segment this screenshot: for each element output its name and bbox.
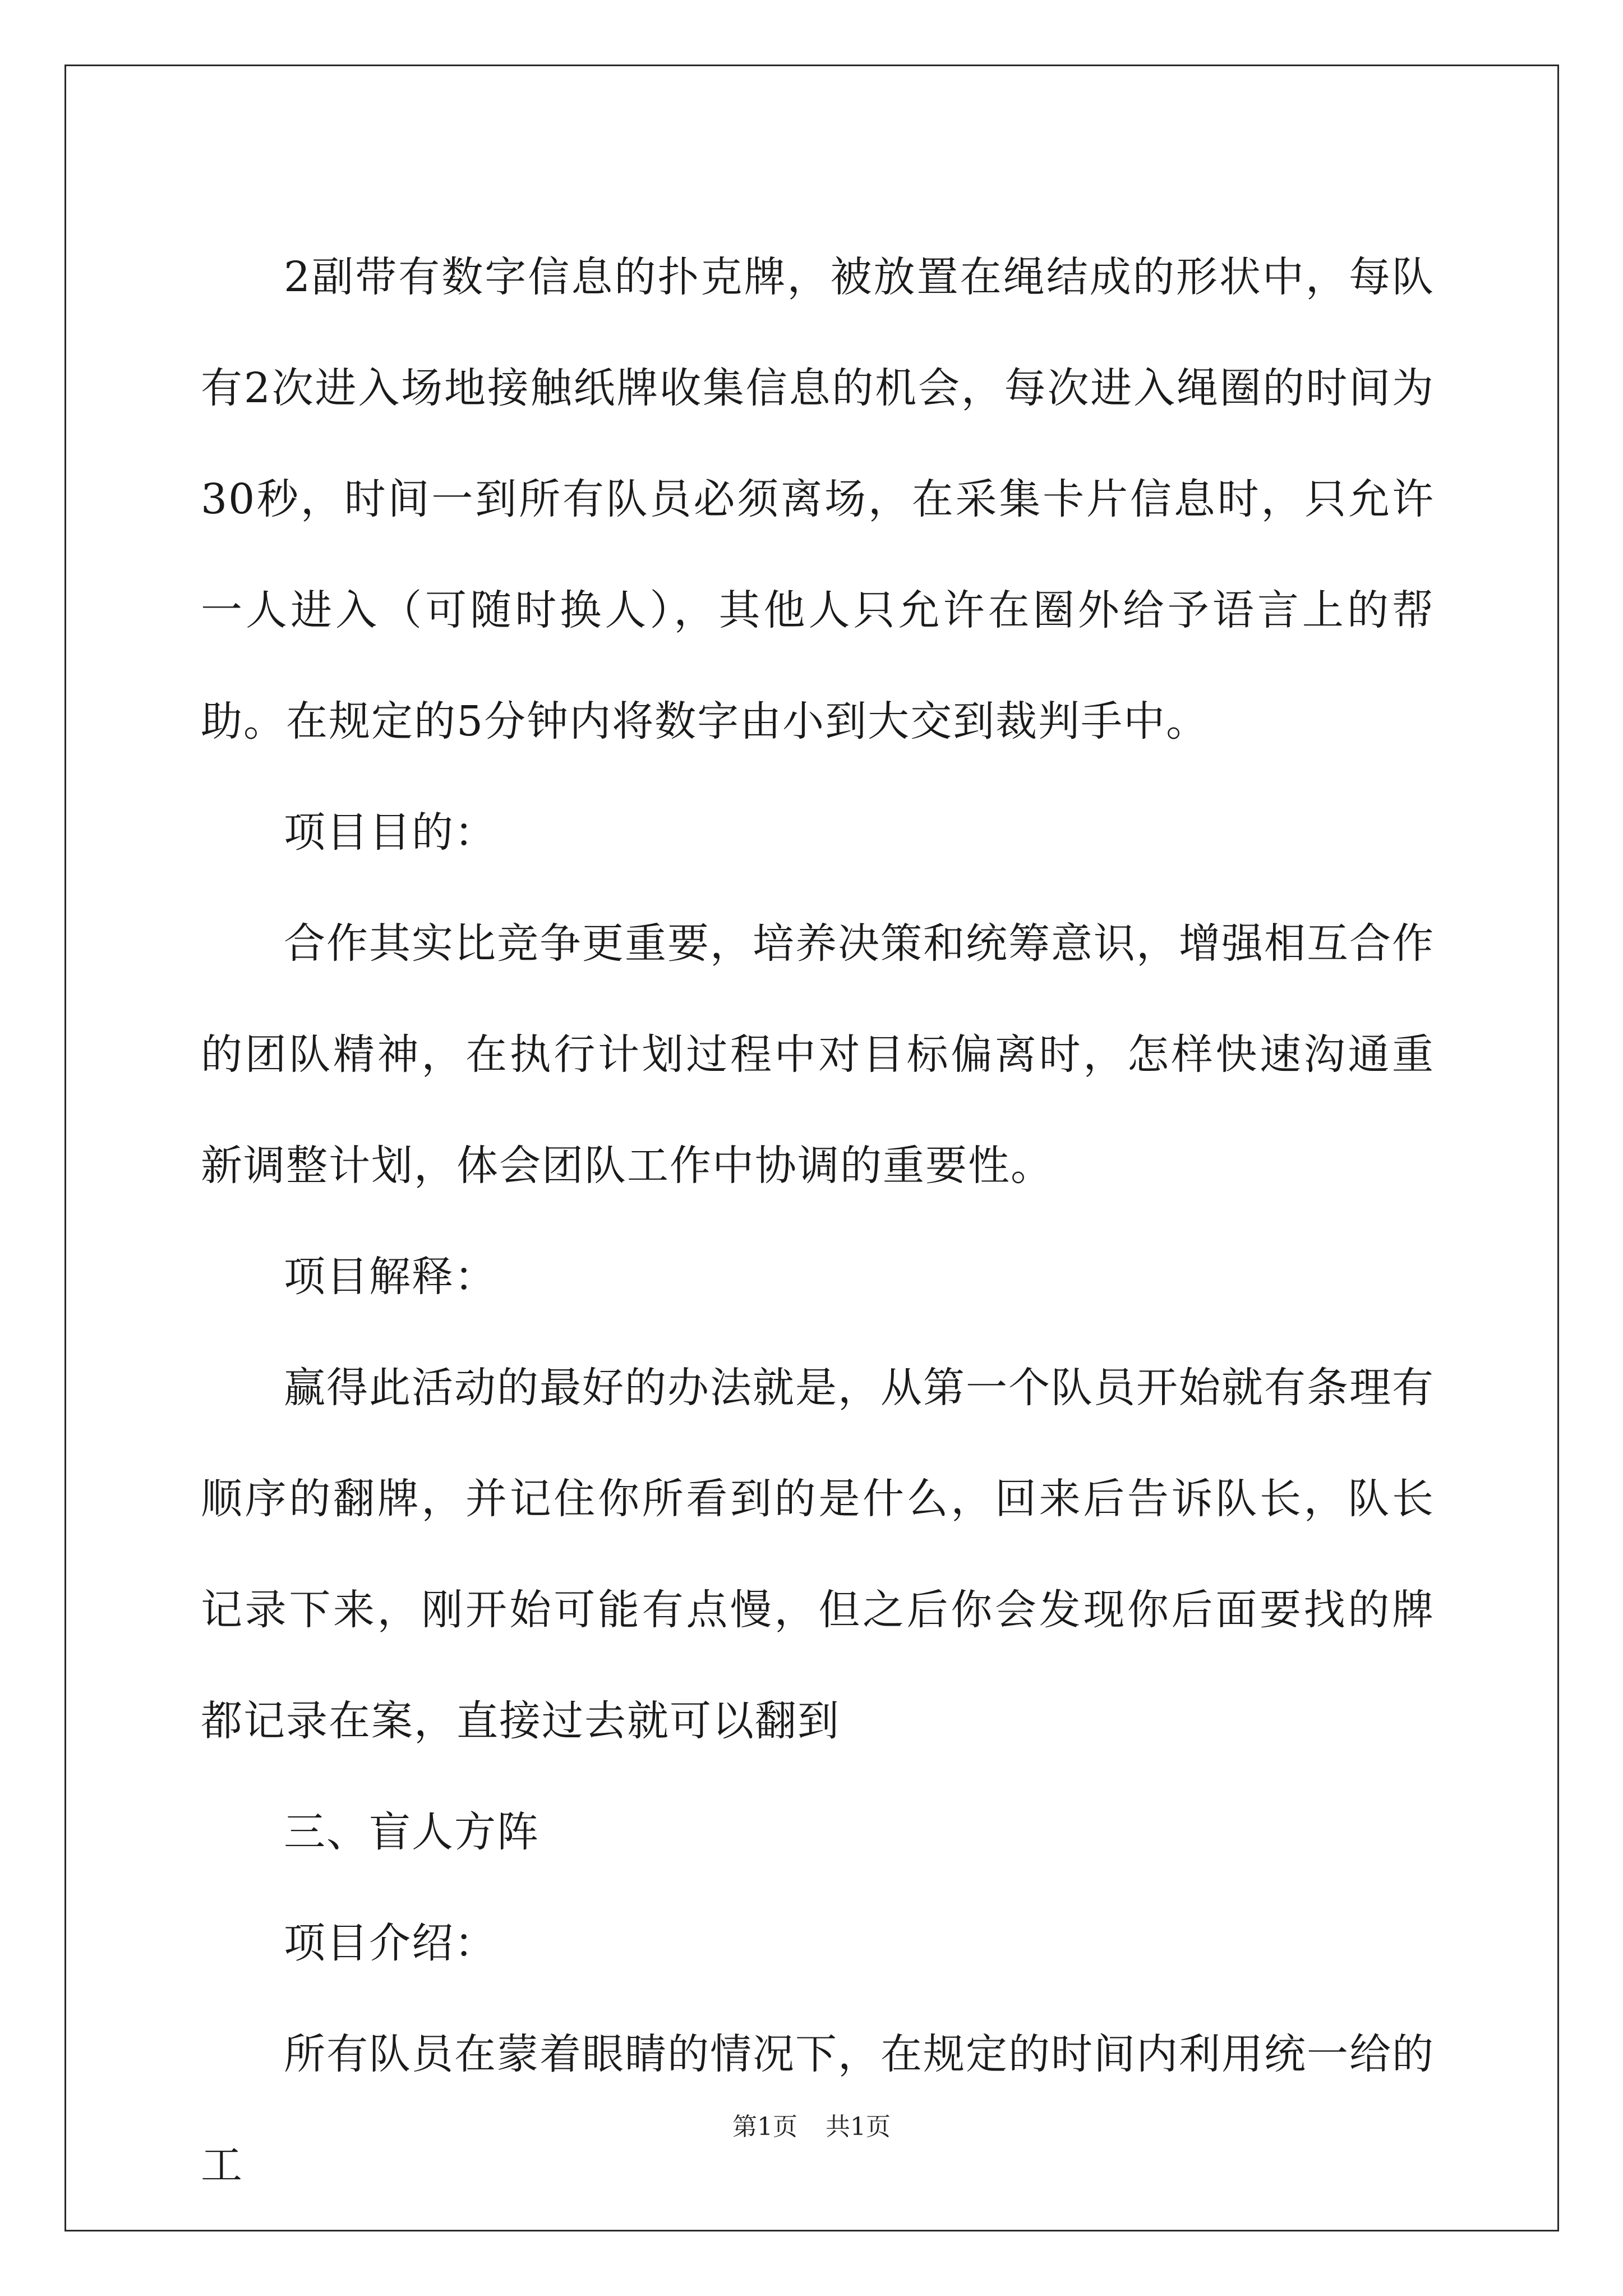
page-number-current: 第1页 [732,2113,797,2141]
heading-project-purpose: 项目目的： [284,808,497,857]
heading-project-introduction: 项目介绍： [284,1919,497,1967]
paragraph-project-introduction: 所有队员在蒙着眼睛的情况下，在规定的时间内利用统一给的工 [201,2030,1435,2189]
paragraph-project-explanation: 赢得此活动的最好的办法就是，从第一个队员开始就有条理有顺序的翻牌，并记住你所看到的是什么，回来后告诉队长，队长记录下来，刚开始可能有点慢，但之后你会发现你后面要找的牌都记录在案，直接过去就可以翻到 [201,1364,1435,1745]
page-number-total: 共1页 [826,2113,891,2141]
heading-project-explanation: 项目解释： [284,1253,497,1301]
heading-section-three: 三、盲人方阵 [284,1808,540,1856]
document-body [201,222,1435,2221]
page-footer [0,2106,1623,2142]
paragraph-project-purpose: 合作其实比竞争更重要，培养决策和统筹意识，增强相互合作的团队精神，在执行计划过程中对目标偏离时，怎样快速沟通重新调整计划，体会团队工作中协调的重要性。 [201,919,1435,1190]
paragraph-card-game-rules: 2副带有数字信息的扑克牌，被放置在绳结成的形状中，每队有2次进入场地接触纸牌收集信息的机会，每次进入绳圈的时间为30秒，时间一到所有队员必须离场，在采集卡片信息时，只允许一人进入（可随时换人），其他人只允许在圈外给予语言上的帮助。在规定的5分钟内将数字由小到大交到裁判手中。 [201,253,1435,746]
